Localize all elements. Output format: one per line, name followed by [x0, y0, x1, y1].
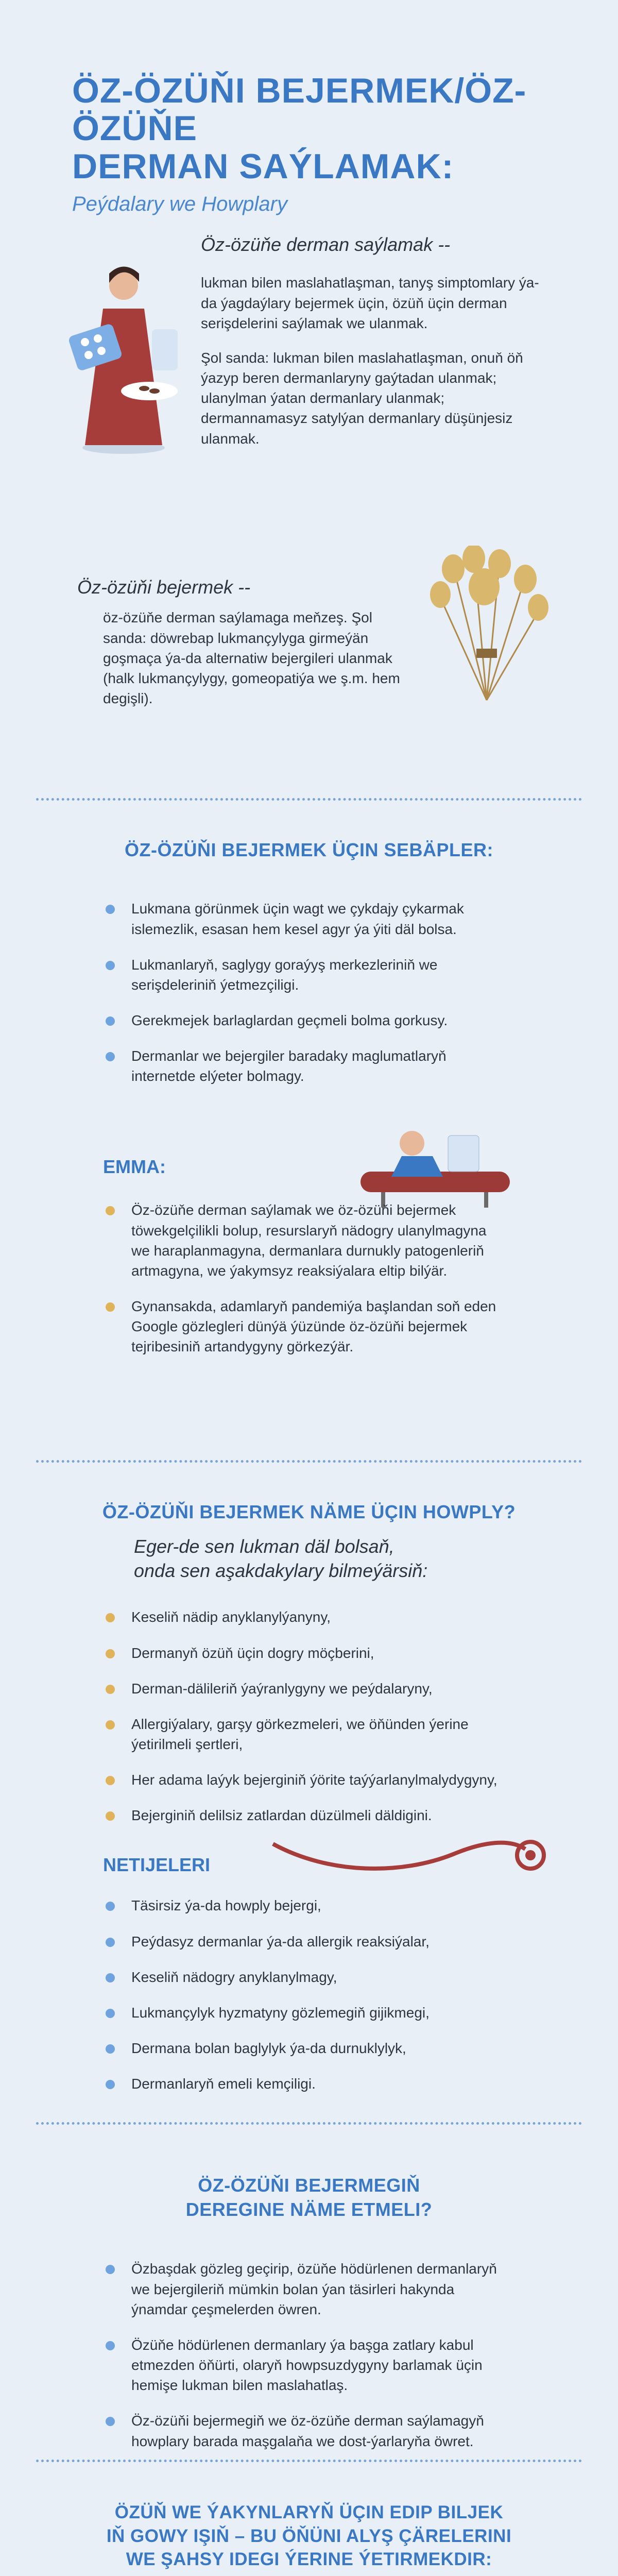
bullet-icon — [106, 2341, 115, 2350]
list-item: Gynansakda, adamlaryň pandemiýa başlandan soň eden Google gözlegleri dünýä ýüzünde öz-özüňi bejermek tejribesiniň artandygyny görkezýär. — [106, 1296, 507, 1357]
bullet-icon — [106, 1720, 115, 1730]
list-item: Keseliň nädogry anyklanylmagy, — [106, 1967, 507, 1987]
list-item: Özbaşdak gözleg geçirip, özüňe hödürlenen dermanlaryň we bejergileriň mümkin bolan ýan täsirleri hakynda ýnamdar çeşmelerden öwren. — [106, 2259, 507, 2319]
list-item: Dermanlar we bejergiler baradaky maglumatlaryň internetde elýeter bolmagy. — [106, 1046, 507, 1086]
emma-section — [0, 1141, 618, 1460]
dangers-section — [0, 1463, 618, 1854]
bullet-icon — [106, 1811, 115, 1821]
dangers-lead: Eger-de sen lukman däl bolsaň, onda sen aşakdakylary bilmeýärsiň: — [134, 1536, 428, 1582]
bullet-icon — [106, 2044, 115, 2054]
bullet-icon — [106, 1649, 115, 1658]
list-item: Öz-özüňi bejermegiň we öz-özüňe derman saýlamagyň howplary barada maşgalaňa we dost-ýarlaryňa öwret. — [106, 2411, 507, 2451]
intro-self-prescribing-heading: Öz-özüňe derman saýlamak -- — [201, 234, 451, 256]
intro-paragraph: lukman bilen maslahatlaşman, tanyş simptomlary ýa-da ýagdaýlary bejermek üçin, özüň üçin derman serişdelerini saýlamak we ulanmak. — [201, 275, 539, 331]
page-subtitle: Peýdalary we Howplary — [72, 193, 287, 216]
list-item: Derman-dälileriň ýaýranlygyny we peýdalaryny, — [106, 1679, 507, 1699]
protect-section — [0, 2462, 618, 2576]
list-item: Lukmanlaryň, saglygy goraýyş merkezleriniň we serişdeleriniň ýetmezçiligi. — [106, 955, 507, 995]
list-item: Dermanyň özüň üçin dogry möçberini, — [106, 1643, 507, 1663]
bullet-icon — [106, 1776, 115, 1785]
list-item: Peýdasyz dermanlar ýa-da allergik reaksiýalar, — [106, 1931, 507, 1952]
bullet-icon — [106, 1613, 115, 1622]
bullet-icon — [106, 1052, 115, 1061]
results-list — [106, 1895, 507, 2109]
herbs-illustration — [422, 546, 551, 716]
bullet-icon — [106, 1685, 115, 1694]
header — [0, 0, 618, 216]
woman-with-pills-illustration — [67, 242, 185, 458]
dangers-list — [106, 1607, 507, 1841]
bullet-icon — [106, 2417, 115, 2426]
protect-title: ÖZÜŇ WE ÝAKYNLARYŇ ÜÇIN EDIP BILJEK IŇ GOWY IŞIŇ – BU ÖŇÜNI ALYŞ ÇÄRELERINI WE ŞAHSY IDEGI ÝERINE ÝETIRMEKDIR: — [106, 2502, 512, 2570]
reasons-title: ÖZ-ÖZÜŇI BEJERMEK ÜÇIN SEBÄPLER: — [124, 839, 494, 861]
intro-self-prescribing — [0, 216, 618, 577]
bullet-icon — [106, 2265, 115, 2274]
what-to-do-section — [0, 2125, 618, 2460]
list-item: Öz-özüňe derman saýlamak we öz-özüňi bejermek töwekgelçilikli bolup, resurslaryň nädogry ulanylmagyna we haraplanmagyna, dermanlara durnukly patogenleriň artmagyna, we ýakymsyz reaksiýalara eltip bilýär. — [106, 1200, 507, 1281]
list-item: Dermana bolan baglylyk ýa-da durnuklylyk, — [106, 2038, 507, 2058]
dangers-title: ÖZ-ÖZÜŇI BEJERMEK NÄME ÜÇIN HOWPLY? — [102, 1501, 516, 1523]
bullet-icon — [106, 1302, 115, 1312]
list-item: Dermanlaryň emeli kemçiligi. — [106, 2074, 507, 2094]
intro-self-treatment-heading: Öz-özüňi bejermek -- — [77, 577, 251, 598]
intro-self-treatment-text: öz-özüňe derman saýlamaga meňzeş. Şol sanda: döwrebap lukmançylyga girmeýän goşmaça ýa-da alternatiw bejergileri ulanmak (halk lukmançylygy, gomeopatiýa we ş.m. hem degişli). — [103, 609, 400, 707]
bullet-icon — [106, 1206, 115, 1215]
reasons-list — [106, 899, 507, 1101]
list-item: Her adama laýyk bejerginiň ýörite taýýarlanylmalydygyny, — [106, 1770, 507, 1790]
list-item: Özüňe hödürlenen dermanlary ýa başga zatlary kabul etmezden öňürti, olaryň howpsuzdygyny barlamak üçin hemişe lukman bilen maslahatlaş. — [106, 2335, 507, 2396]
bullet-icon — [106, 2080, 115, 2089]
bullet-icon — [106, 905, 115, 914]
results-section — [0, 1854, 618, 2122]
list-item: Lukmançylyk hyzmatyny gözlemegiň gijikmegi, — [106, 2003, 507, 2023]
list-item: Bejerginiň delilsiz zatlardan düzülmeli däldigini. — [106, 1805, 507, 1825]
bullet-icon — [106, 1016, 115, 1026]
intro-paragraph: Şol sanda: lukman bilen maslahatlaşman, onuň öň ýazyp beren dermanlaryny gaýtadan ulanmak; ulanylman ýatan dermanlary ulanmak; dermannamasyz satylýan dermanlary düşünjesiz ulanmak. — [201, 349, 523, 447]
results-title: NETIJELERI — [103, 1854, 211, 1876]
list-item: Allergiýalary, garşy görkezmeleri, we öňünden ýerine ýetirilmeli şertleri, — [106, 1714, 507, 1754]
intro-self-treatment — [0, 577, 618, 793]
list-item: Keseliň nädip anyklanylýanyny, — [106, 1607, 507, 1627]
bullet-icon — [106, 1902, 115, 1911]
bullet-icon — [106, 1973, 115, 1982]
list-item: Täsirsiz ýa-da howply bejergi, — [106, 1895, 507, 1916]
stethoscope-illustration — [268, 1823, 556, 1895]
emma-list — [106, 1200, 507, 1372]
person-lying-illustration — [350, 1115, 520, 1213]
bullet-icon — [106, 2009, 115, 2018]
emma-title: EMMA: — [103, 1156, 166, 1178]
bullet-icon — [106, 961, 115, 970]
list-item: Lukmana görünmek üçin wagt we çykdajy çykarmak islemezlik, esasan hem kesel agyr ýa ýiti däl bolsa. — [106, 899, 507, 939]
reasons-section — [0, 801, 618, 1141]
what-to-do-title: ÖZ-ÖZÜŇI BEJERMEGIŇ DEREGINE NÄME ETMELI? — [185, 2175, 433, 2221]
intro-self-prescribing-text — [201, 273, 551, 463]
what-to-do-list — [106, 2259, 507, 2467]
page-title: ÖZ-ÖZÜŇI BEJERMEK/ÖZ-ÖZÜŇE DERMAN SAÝLAMAK: — [72, 71, 527, 186]
bullet-icon — [106, 1938, 115, 1947]
list-item: Gerekmejek barlaglardan geçmeli bolma gorkusy. — [106, 1010, 507, 1030]
